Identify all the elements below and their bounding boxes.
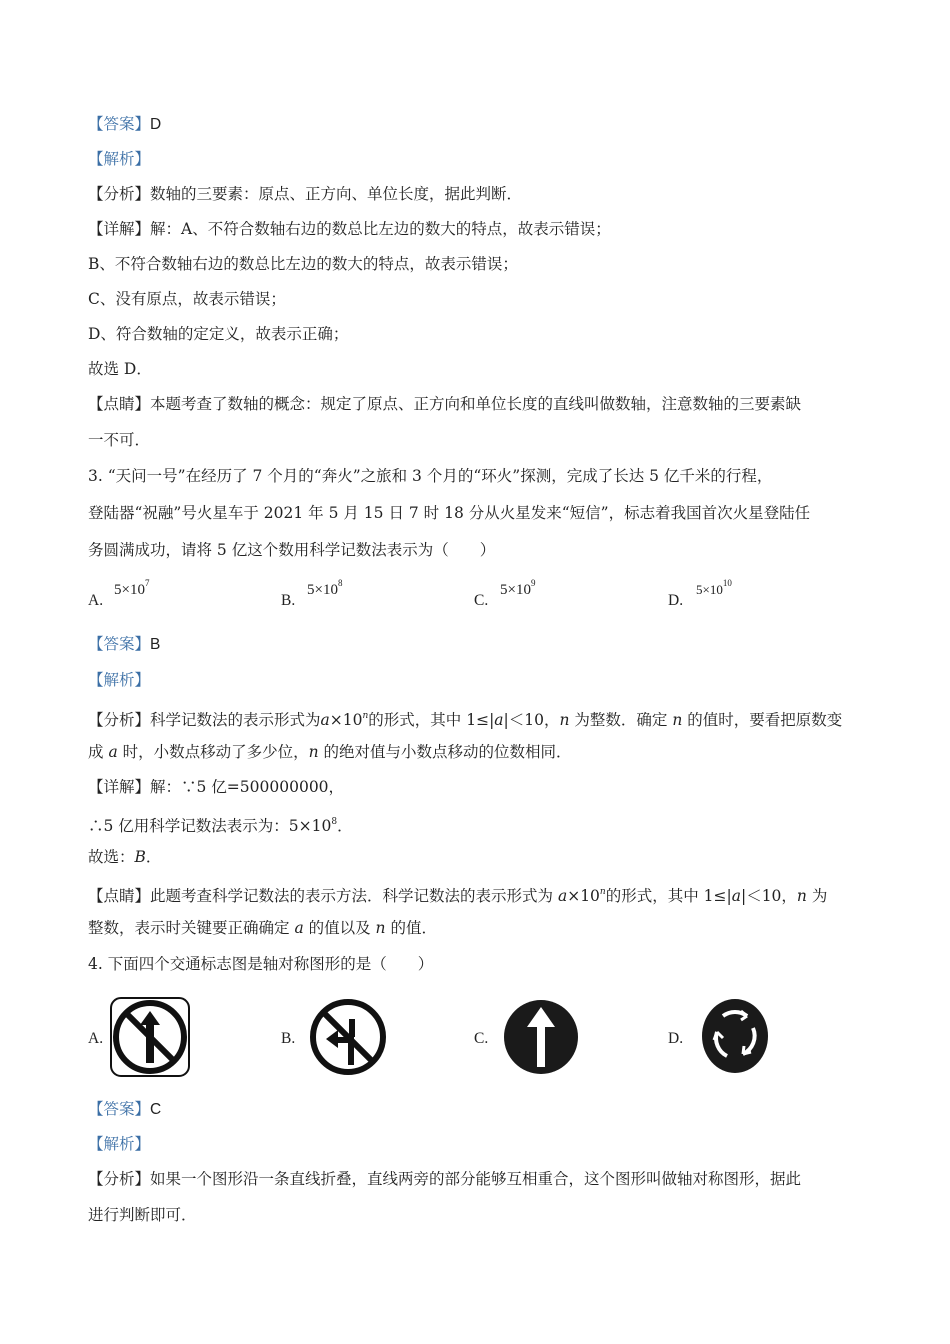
q3-stem-3: 务圆满成功，请将 5 亿这个数用科学记数法表示为（ ）	[88, 541, 496, 559]
straight-ahead-sign-icon	[501, 997, 581, 1077]
q3-dianjing-line-2: 整数，表示时关键要正确确定 a 的值以及 n 的值．	[88, 919, 437, 937]
q2-answer-line	[88, 114, 161, 135]
fenxi-text: 数轴的三要素：原点、正方向、单位长度，据此判断．	[150, 185, 523, 203]
answer-tag: 【答案】	[88, 1100, 151, 1118]
analysis-tag: 【解析】	[88, 671, 151, 689]
no-left-turn-sign-icon	[308, 997, 388, 1077]
q4-answer-line	[88, 1099, 161, 1120]
q3-therefore-line: ∴5 亿用科学记数法表示为：$5\times 10^8$．	[88, 817, 353, 835]
q3-fenxi-line: 【分析】科学记数法的表示形式为$a\times 10^n$的形式，其中 1≤|a|＜10，n 为整数．确定 n 的值时，要看把原数变	[88, 711, 843, 729]
answer-value: C	[150, 1101, 162, 1118]
analysis-tag: 【解析】	[88, 150, 151, 168]
answer-value: D	[150, 116, 162, 133]
q4-fenxi-line-2: 进行判断即可．	[88, 1206, 197, 1224]
q3-option-c[interactable]: C.	[474, 592, 489, 609]
fenxi-tag: 【分析】	[88, 711, 151, 729]
q3-analysis-line	[88, 670, 150, 690]
xiangjie-tag: 【详解】	[88, 220, 151, 238]
fenxi-tag: 【分析】	[88, 185, 151, 203]
q4-option-a[interactable]: A.	[88, 1030, 104, 1047]
q3-option-b-expr: $5\times 10^8$	[307, 578, 343, 598]
fenxi-tag: 【分析】	[88, 1170, 151, 1188]
dianjing-tag: 【点睛】	[88, 887, 151, 905]
answer-tag: 【答案】	[88, 635, 151, 653]
q3-stem-2: 登陆器“祝融”号火星车于 2021 年 5 月 15 日 7 时 18 分从火星发来“短信”，标志着我国首次火星登陆任	[88, 504, 811, 522]
q3-option-c-expr: $5\times 10^9$	[500, 578, 536, 598]
fenxi-text: 如果一个图形沿一条直线折叠，直线两旁的部分能够互相重合，这个图形叫做轴对称图形，据此	[150, 1170, 802, 1188]
dianjing-tag: 【点睛】	[88, 395, 151, 413]
q4-option-c[interactable]: C.	[474, 1030, 489, 1047]
q2-xiangjie-line	[88, 219, 611, 239]
q4-stem: 4. 下面四个交通标志图是轴对称图形的是（ ）	[88, 955, 434, 973]
answer-tag: 【答案】	[88, 115, 151, 133]
q2-line-b: B、不符合数轴右边的数总比左边的数大的特点，故表示错误；	[88, 255, 518, 273]
q2-fenxi-line	[88, 184, 522, 204]
q3-xiangjie-line	[88, 777, 344, 797]
q4-option-d[interactable]: D.	[668, 1030, 684, 1047]
q3-dianjing-line: 【点睛】此题考查科学记数法的表示方法．科学记数法的表示形式为 $a\times 10^n$的形式，其中 1≤|a|＜10，n 为	[88, 887, 828, 905]
q4-fenxi-line	[88, 1169, 801, 1189]
q2-choose: 故选 D．	[88, 360, 152, 378]
xiangjie-text: 解：∵5 亿=500000000，	[150, 778, 345, 796]
q3-option-a-expr: $5\times 10^7$	[114, 578, 150, 598]
q3-answer-line	[88, 634, 160, 655]
no-straight-sign-icon	[110, 997, 190, 1077]
q2-line-d: D、符合数轴的定定义，故表示正确；	[88, 325, 349, 343]
xiangjie-tag: 【详解】	[88, 778, 151, 796]
answer-value: B	[150, 636, 161, 653]
q3-choose-line: 故选：B．	[88, 848, 162, 866]
q2-dianjing-line	[88, 394, 801, 414]
q3-stem-1: 3. “天问一号”在经历了 7 个月的“奔火”之旅和 3 个月的“环火”探测，完成了长达 5 亿千米的行程，	[88, 467, 773, 485]
dianjing-text: 本题考查了数轴的概念：规定了原点、正方向和单位长度的直线叫做数轴，注意数轴的三要素缺	[150, 395, 802, 413]
q4-option-b[interactable]: B.	[281, 1030, 296, 1047]
roundabout-sign-icon	[695, 994, 775, 1074]
q2-dianjing-line-2: 一不可．	[88, 431, 151, 449]
analysis-tag: 【解析】	[88, 1135, 151, 1153]
q4-analysis-line	[88, 1134, 150, 1154]
q3-option-a[interactable]: A.	[88, 592, 104, 609]
q3-option-b[interactable]: B.	[281, 592, 296, 609]
q3-option-d[interactable]: D.	[668, 592, 684, 609]
q3-option-d-expr: $5\times 10^{10}$	[696, 578, 732, 597]
q2-line-c: C、没有原点，故表示错误；	[88, 290, 286, 308]
q3-fenxi-line-2: 成 a 时，小数点移动了多少位，n 的绝对值与小数点移动的位数相同．	[88, 743, 572, 761]
xiangjie-text: 解：A、不符合数轴右边的数总比左边的数大的特点，故表示错误；	[150, 220, 611, 238]
q2-analysis-line	[88, 149, 150, 169]
